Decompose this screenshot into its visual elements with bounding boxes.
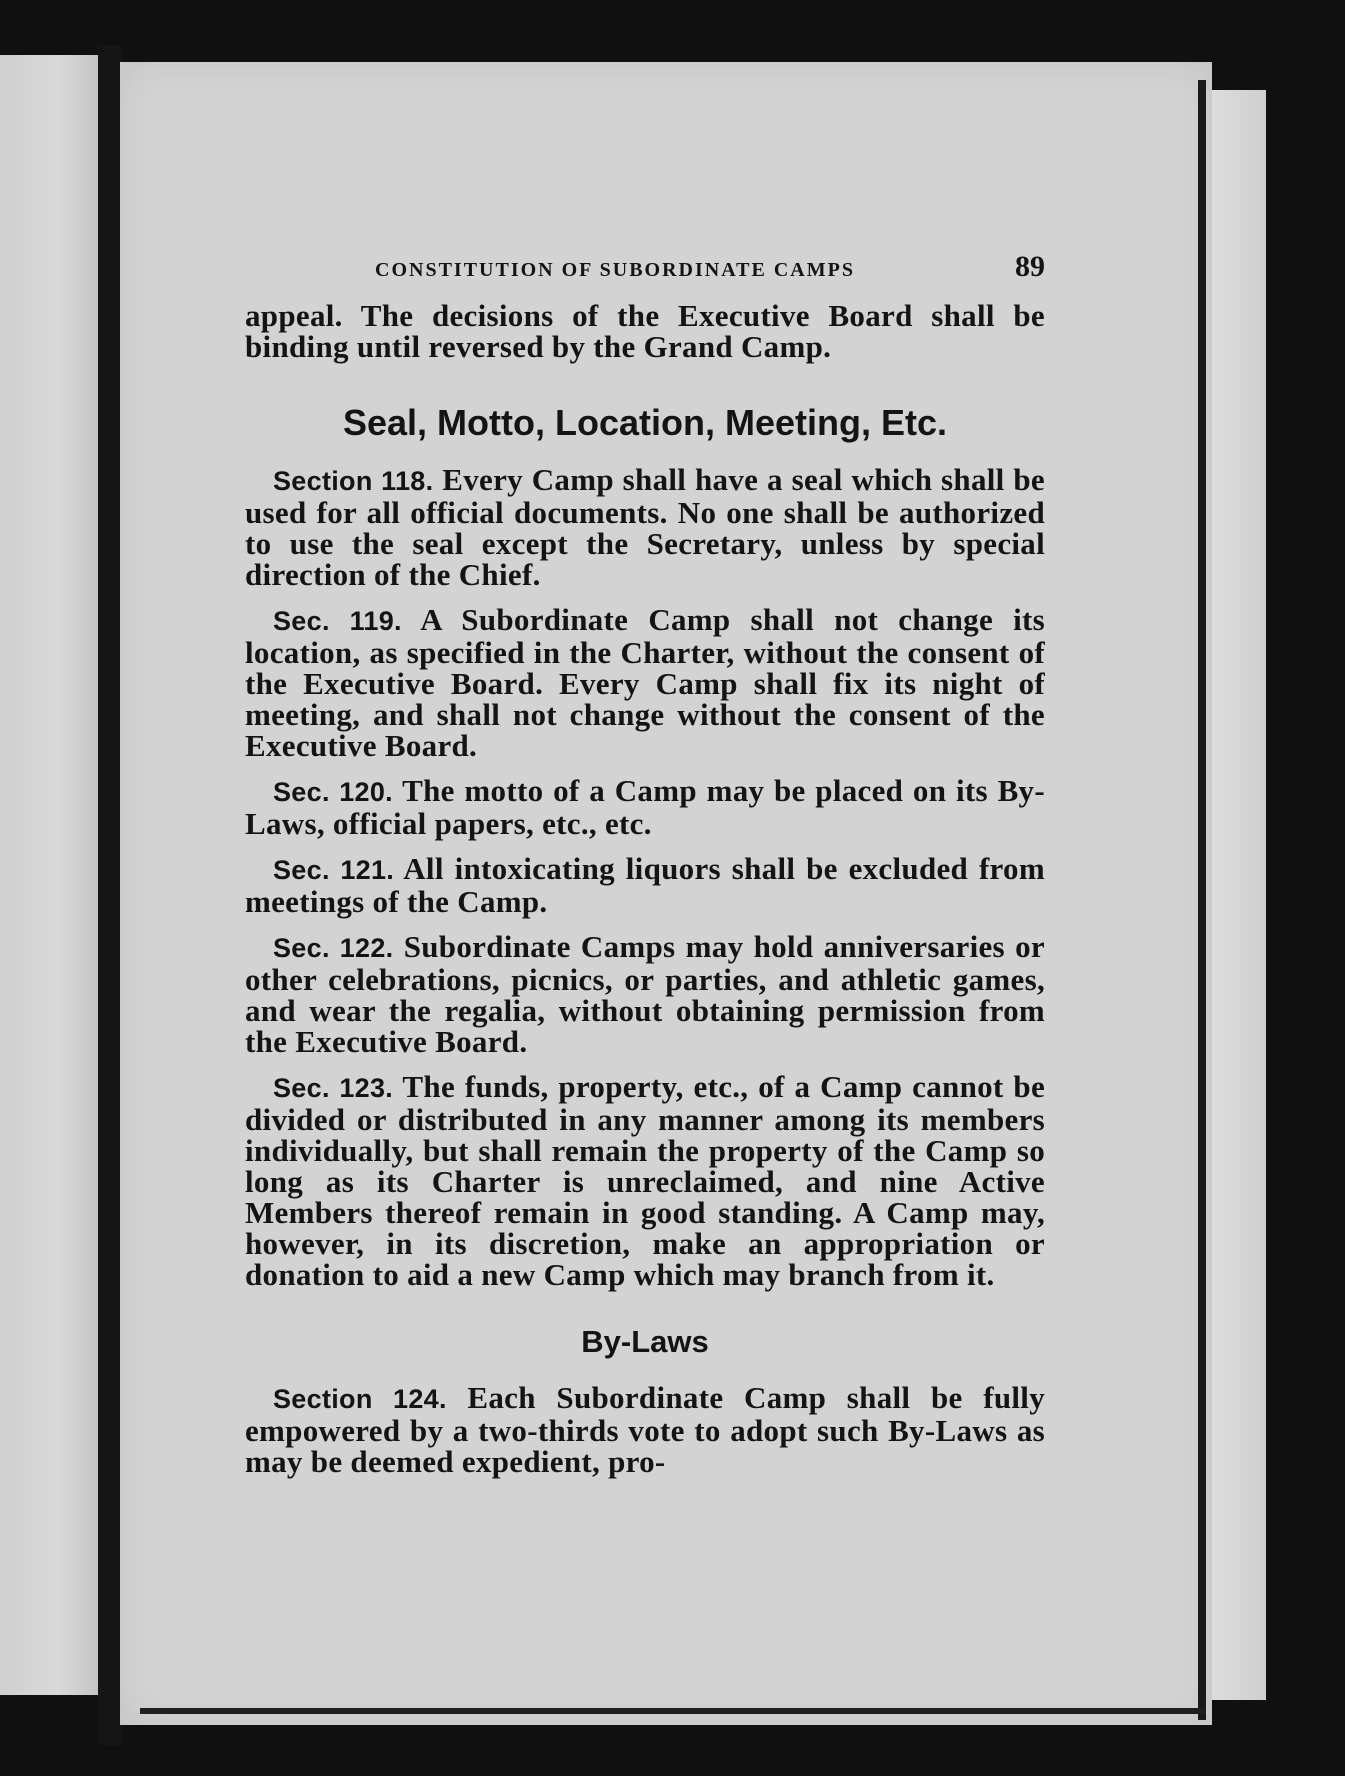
section-text: A Subordinate Camp shall not change its location, as specified in the Charter, without the consent of the Executive Board. Every Camp shall fix its night of meeting, and shall not change without the consent of the Executive Board. bbox=[245, 602, 1045, 763]
section-text: The motto of a Camp may be placed on its By-Laws, official papers, etc., etc. bbox=[245, 773, 1045, 841]
section-text: Each Subordinate Camp shall be fully empowered by a two-thirds vote to adopt such By-Laws as may be deemed expedient, pro- bbox=[245, 1380, 1045, 1479]
section-text: Every Camp shall have a seal which shall be used for all official documents. No one shall be authorized to use the seal except the Secretary, unless by special direction of the Chief. bbox=[245, 462, 1045, 592]
section-123 bbox=[245, 1071, 1045, 1290]
page-border-right bbox=[1198, 80, 1206, 1720]
section-label: Sec. 121. bbox=[273, 855, 395, 885]
page-text-block bbox=[245, 250, 1045, 1491]
running-head bbox=[245, 250, 1045, 284]
section-119 bbox=[245, 604, 1045, 761]
section-heading-bylaws: By-Laws bbox=[581, 1324, 709, 1359]
section-118 bbox=[245, 464, 1045, 590]
section-label: Sec. 120. bbox=[273, 777, 393, 807]
section-label: Sec. 123. bbox=[273, 1073, 394, 1103]
running-title: CONSTITUTION OF SUBORDINATE CAMPS bbox=[375, 259, 855, 281]
page-number: 89 bbox=[1015, 250, 1045, 283]
section-120 bbox=[245, 775, 1045, 839]
section-124 bbox=[245, 1382, 1045, 1477]
section-text: Subordinate Camps may hold anniversaries or other celebrations, picnics, or parties, and athletic games, and wear the regalia, without obtaining permission from the Executive Board. bbox=[245, 929, 1045, 1059]
page-stack-edge bbox=[1206, 90, 1266, 1700]
section-label: Section 118. bbox=[273, 466, 434, 496]
continuation-paragraph: appeal. The decisions of the Executive Board shall be binding until reversed by the Grand Camp. bbox=[245, 298, 1045, 364]
page-border-bottom bbox=[140, 1708, 1206, 1714]
book-gutter bbox=[98, 45, 122, 1745]
section-label: Sec. 119. bbox=[273, 606, 402, 636]
section-121 bbox=[245, 853, 1045, 917]
section-label: Section 124. bbox=[273, 1384, 447, 1414]
section-122 bbox=[245, 931, 1045, 1057]
section-heading-seal: Seal, Motto, Location, Meeting, Etc. bbox=[342, 402, 948, 443]
section-text: All intoxicating liquors shall be excluded from meetings of the Camp. bbox=[245, 851, 1045, 919]
adjacent-page-edge bbox=[0, 55, 98, 1695]
section-text: The funds, property, etc., of a Camp cannot be divided or distributed in any manner among its members individually, but shall remain the property of the Camp so long as its Charter is unreclaimed, and nine Active Members thereof remain in good standing. A Camp may, however, in its discretion, make an appropriation or donation to aid a new Camp which may branch from it. bbox=[245, 1069, 1045, 1292]
section-label: Sec. 122. bbox=[273, 933, 394, 963]
